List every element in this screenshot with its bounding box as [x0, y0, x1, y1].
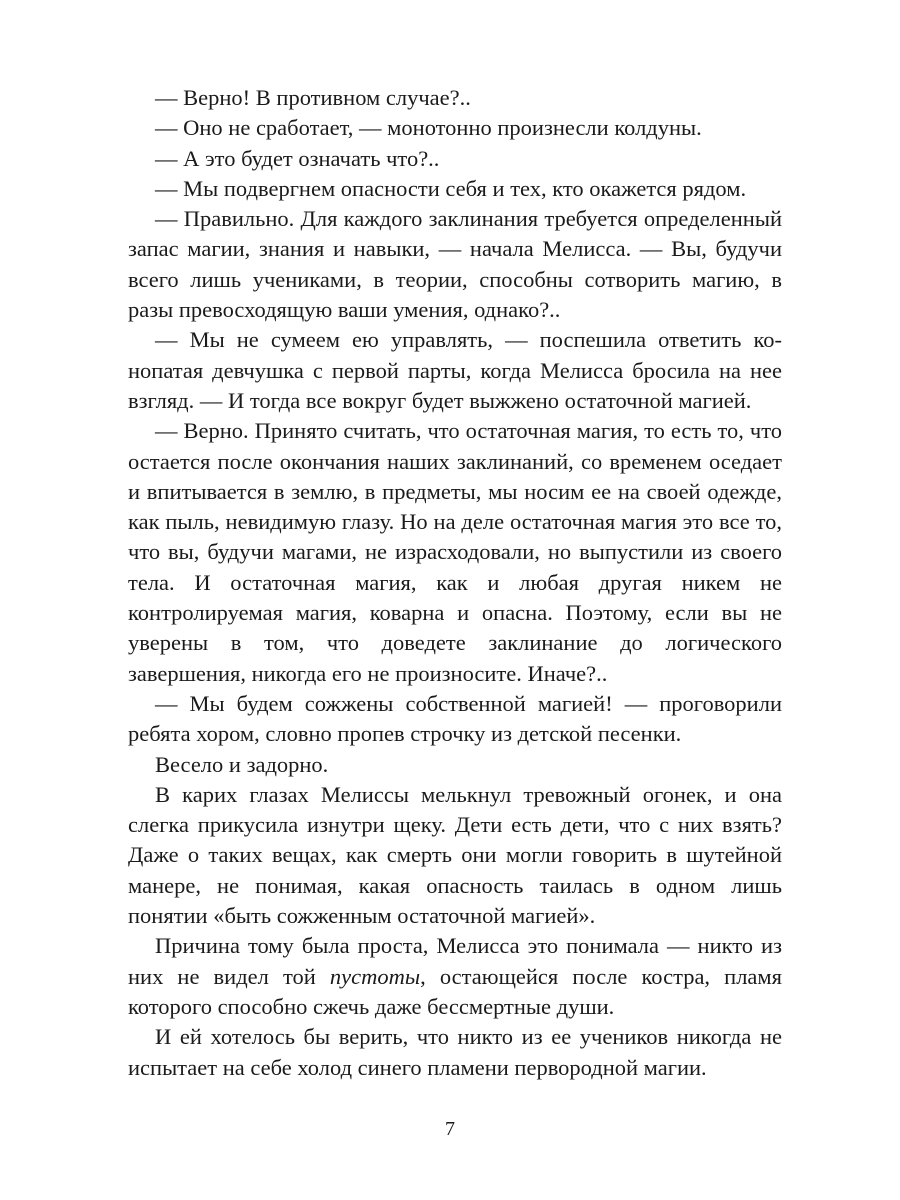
paragraph-2: — Оно не сработает, — монотонно произнесли колдуны. [155, 115, 702, 141]
paragraph-1: — Верно! В противном случае?.. [155, 85, 471, 110]
paragraph-6: — Мы не сумеем ею управлять, — поспешила ответить конопатая девчушка с первой парты, когда Мелисса бросила на нее взгляд. — И тогда все вокруг будет выжжено остаточной магией. [128, 327, 782, 413]
paragraph-11-italic: пустоты [329, 963, 421, 989]
page-body [128, 83, 782, 1083]
paragraph-9: Весело и задорно. [155, 751, 329, 777]
paragraph-12: И ей хотелось бы верить, что никто из ее учеников никогда не испытает на себе холод синего пламени первородной магии. [128, 1024, 782, 1080]
page-number: 7 [445, 1118, 455, 1140]
paragraph-7: — Верно. Принято считать, что остаточная магия, то есть то, что остается после окончания наших заклинаний, со временем оседает и впитывается в землю, в предметы, мы носим ее на своей одежде, как пыль, невидимую глазу. Но на деле остаточная магия это все то, что вы, будучи магами, не израсходовали, но выпустили из своего тела. И остаточная магия, как и любая другая никем не контролируемая магия, коварна и опасна. Поэтому, если вы не уверены в том, что доведете заклинание до логического завершения, никогда его не произносите. Иначе?.. [128, 418, 782, 686]
paragraph-11-end: , остающейся после костра, пламя которого способно сжечь даже бессмертные души. [128, 963, 783, 1019]
paragraph-3: — А это будет означать что?.. [155, 145, 440, 171]
paragraph-10: В карих глазах Мелиссы мелькнул тревожный огонек, и она слегка прикусила изнутри щеку. Дети есть дети, что с них взять? Даже о таких вещах, как смерть они могли говорить в шутейной манере, не понимая, какая опасность таилась в одном лишь понятии «быть сожженным остаточной магией». [128, 781, 782, 929]
paragraph-8: — Мы будем сожжены собственной магией! — проговорили ребята хором, словно пропев строчку из детской песенки. [128, 690, 782, 747]
paragraph-5: — Правильно. Для каждого заклинания требуется определенный запас магии, знания и навыки, — начала Мелисса. — Вы, будучи всего лишь учениками, в теории, способны сотворить магию, в разы превосходящую ваши умения, однако?.. [128, 206, 782, 323]
paragraph-4: — Мы подвергнем опасности себя и тех, кто окажется рядом. [155, 175, 747, 201]
paragraph-11-start: Причина тому была проста, Мелисса это понимала — никто из них не видел той [128, 933, 782, 989]
paragraph-11 [128, 931, 782, 1022]
